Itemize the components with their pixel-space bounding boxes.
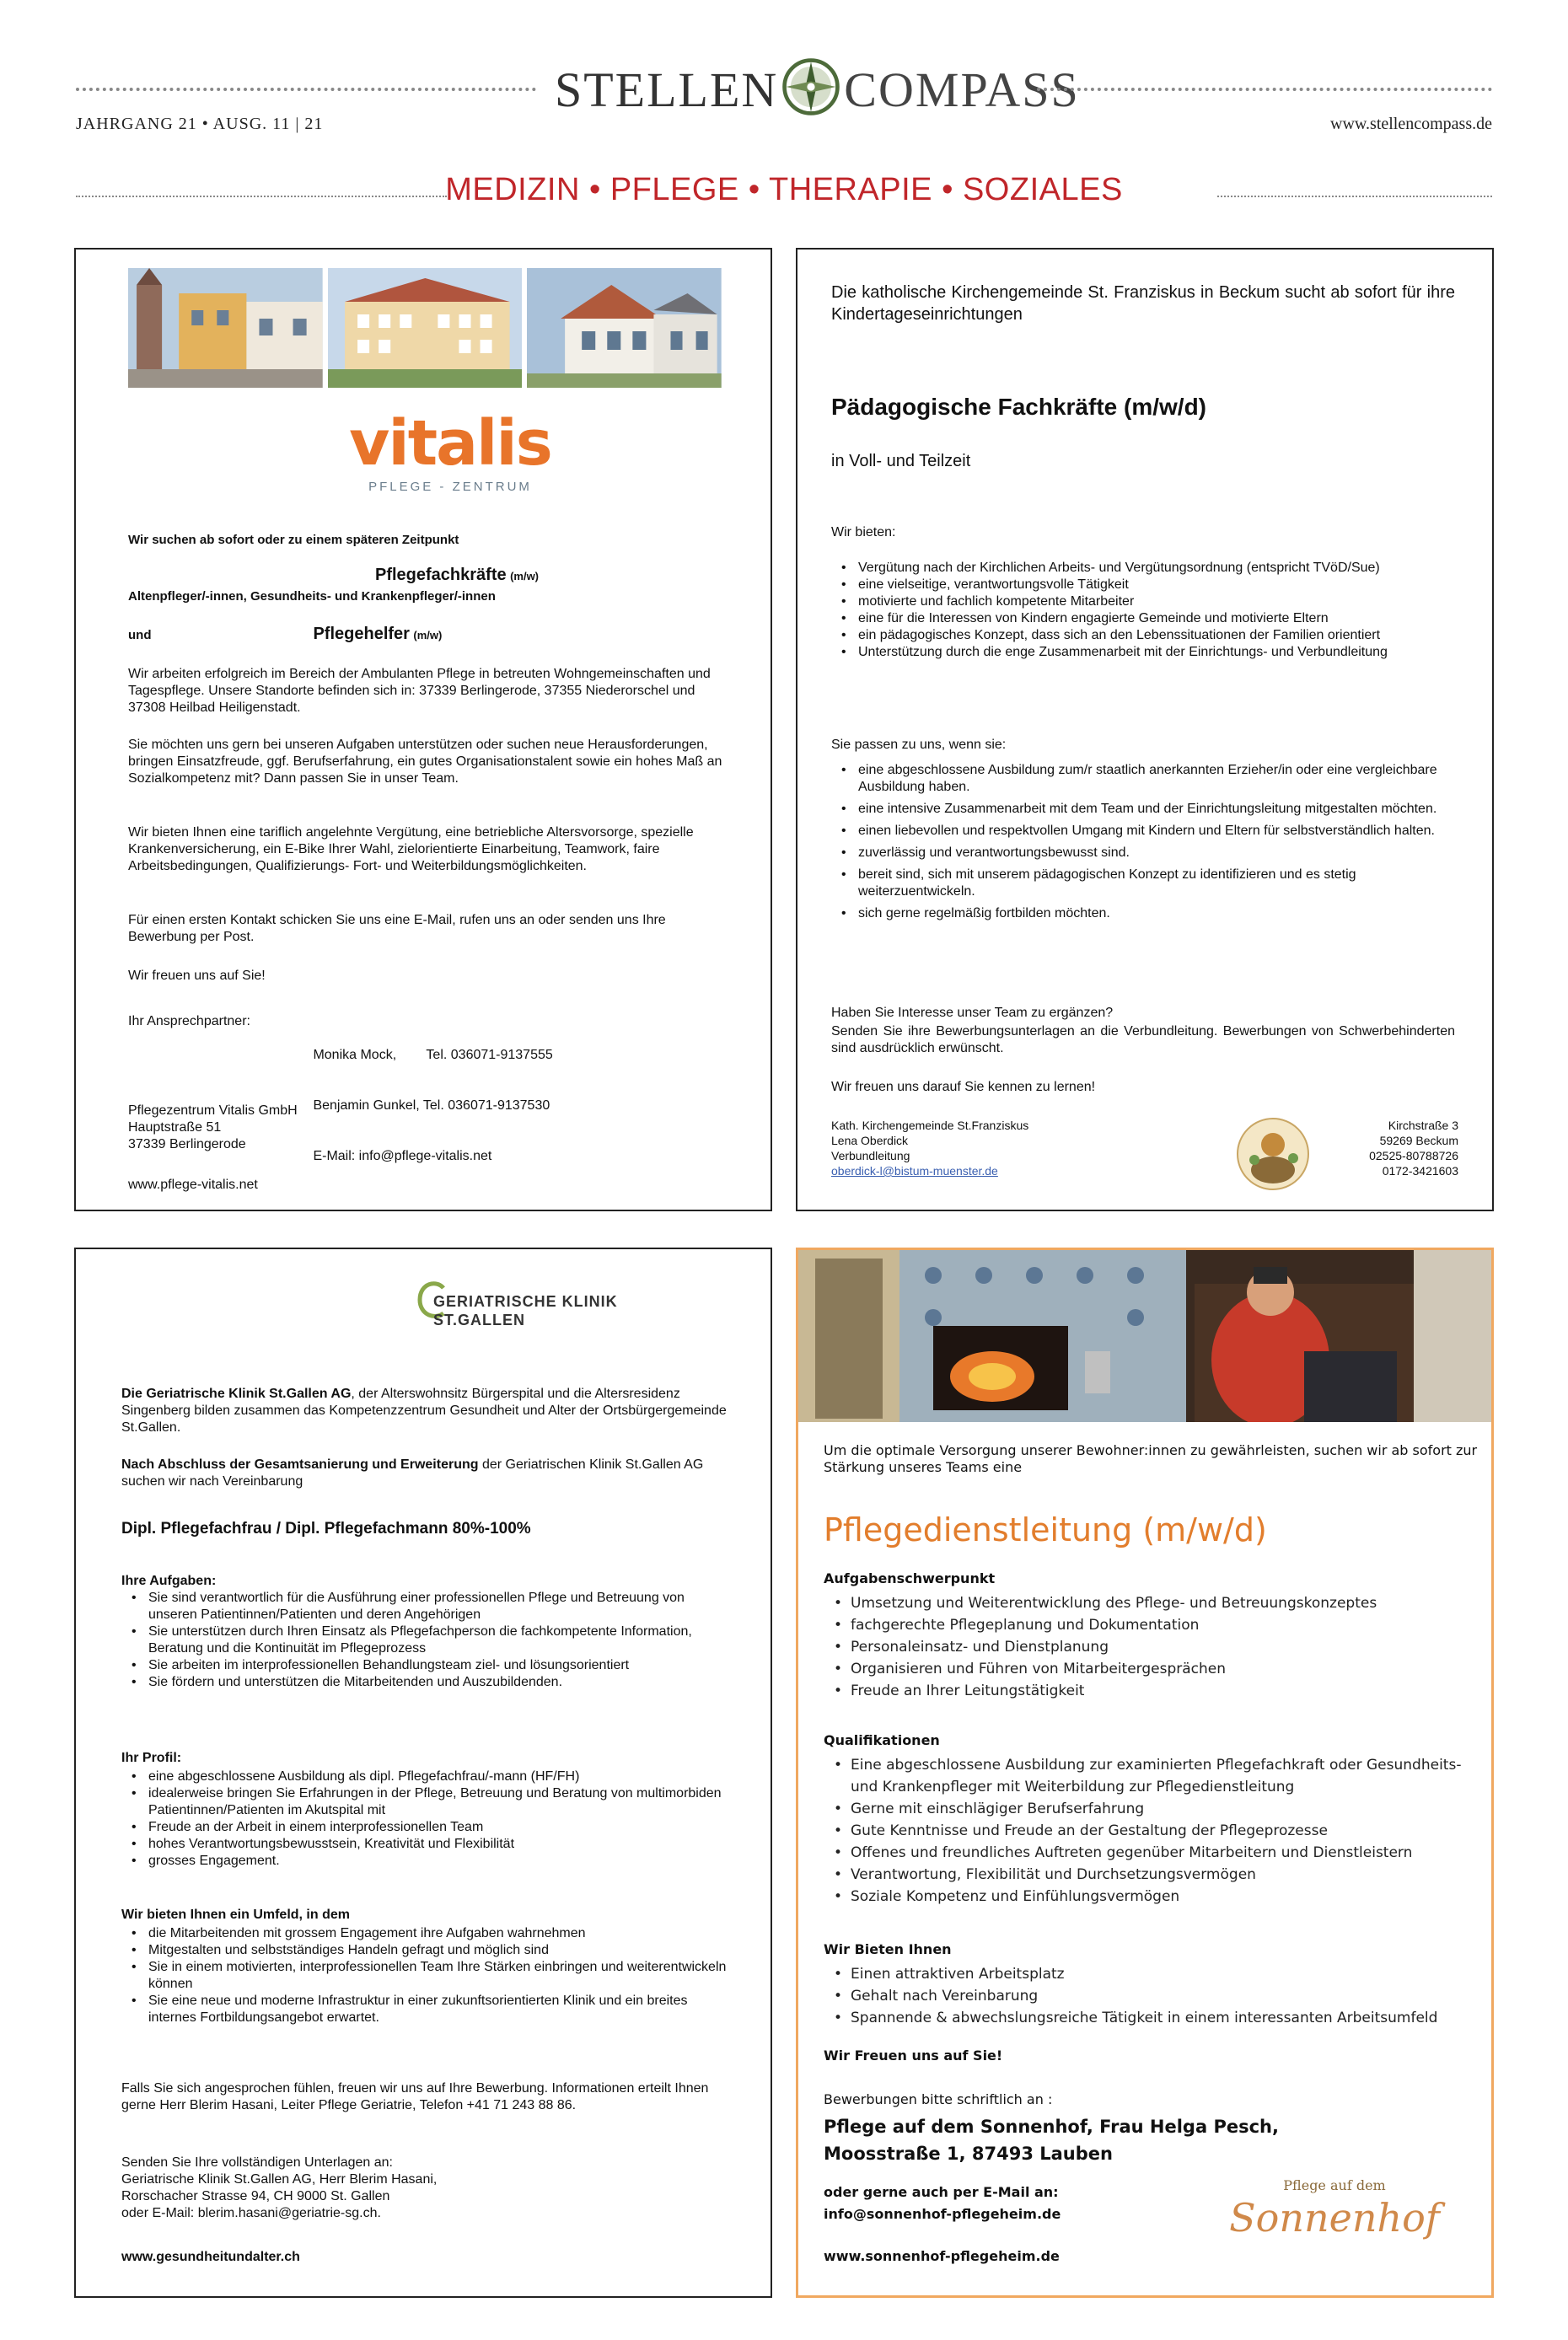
sonnenhof-intro: Um die optimale Versorgung unserer Bewohner:innen zu gewährleisten, suchen wir ab sofort zur Stärkung unseres Teams eine [824,1442,1478,1475]
list-item: • Sie fördern und unterstützen die Mitarbeitenden und Auszubildenden. [121,1674,737,1691]
kirche-offer-heading: Wir bieten: [831,525,896,539]
kirche-contact [831,1118,1084,1178]
geriatrie-send-line3: Rorschacher Strasse 94, CH 9000 St. Gallen [121,2189,390,2203]
sonnenhof-offer-list [824,1963,1481,2029]
list-item: • zuverlässig und verantwortungsbewusst sind. [831,845,1455,861]
list-item: • hohes Verantwortungsbewusstsein, Kreativität und Flexibilität [121,1836,737,1853]
building-photos [128,268,722,388]
list-item: • grosses Engagement. [121,1853,737,1870]
sonnenhof-email[interactable]: info@sonnenhof-pflegeheim.de [824,2206,1061,2222]
geriatrie-send-line2: Geriatrische Klinik St.Gallen AG, Herr Blerim Hasani, [121,2172,438,2187]
sonnenhof-website[interactable]: www.sonnenhof-pflegeheim.de [824,2248,1060,2264]
geriatrie-send-line1: Senden Sie Ihre vollständigen Unterlagen an: [121,2155,393,2170]
painting-image [798,1250,1491,1422]
list-item: • Verantwortung, Flexibilität und Durchsetzungsvermögen [824,1864,1481,1886]
section-rule-right [1217,196,1492,197]
list-item: • einen liebevollen und respektvollen Umgang mit Kindern und Eltern für selbstverständlich halten. [831,823,1455,840]
header-rule-left [76,88,536,91]
section-title: MEDIZIN • PFLEGE • THERAPIE • SOZIALES [445,172,1123,207]
ad-geriatrische-klinik [74,1248,772,2298]
vitalis-job1-suffix: (m/w) [510,570,540,582]
sonnenhof-closing: Wir Freuen uns auf Sie! [824,2048,1003,2064]
vitalis-job2-title: Pflegehelfer [313,625,410,643]
list-item: • Sie eine neue und moderne Infrastruktur in einer zukunftsorientierten Klinik und ein breites internes Fortbildungsangebot erwartet. [121,1993,737,2026]
list-item: • eine abgeschlossene Ausbildung zum/r staatlich anerkannten Erzieher/in oder eine vergleichbare Ausbildung haben. [831,762,1455,796]
geriatrie-contact: Falls Sie sich angesprochen fühlen, freuen wir uns auf Ihre Bewerbung. Informationen erteilt Ihnen gerne Herr Blerim Hasani, Leiter Pflege Geriatrie, Telefon +41 71 243 88 86. [121,2081,709,2112]
geriatrie-intro-bold: Die Geriatrische Klinik St.Gallen AG [121,1387,352,1401]
ad-sonnenhof [796,1248,1494,2298]
sonnenhof-qual-heading: Qualifikationen [824,1732,940,1748]
geriatrie-p2-rest: der Geriatrischen Klinik St.Gallen AG suchen wir nach Vereinbarung [121,1457,704,1489]
kirche-address [1290,1118,1458,1178]
vitalis-job1 [128,566,735,585]
geriatrie-tasks-list [121,1590,737,1691]
list-item: • Gerne mit einschlägiger Berufserfahrung [824,1798,1481,1820]
kirche-phone2: 0172-3421603 [1382,1164,1458,1178]
list-item: • Personaleinsatz- und Dienstplanung [824,1636,1481,1658]
sonnenhof-apply-label: Bewerbungen bitte schriftlich an : [824,2091,1053,2107]
list-item: • motivierte und fachlich kompetente Mitarbeiter [831,593,1421,610]
geriatrie-tasks-heading: Ihre Aufgaben: [121,1574,217,1588]
geriatrie-p2 [121,1457,737,1490]
issue-label: JAHRGANG 21 • AUSG. 11 | 21 [76,115,324,133]
sonnenhof-addr2: Moosstraße 1, 87493 Lauben [824,2144,1113,2164]
sonnenhof-email-label: oder gerne auch per E-Mail an: [824,2184,1059,2200]
list-item: • Sie unterstützen durch Ihren Einsatz als Pflegefachperson die fachkompetente Information, Beratung und die Kontinuität im Pflegeprozess [121,1624,737,1657]
kirche-req-heading: Sie passen zu uns, wenn sie: [831,738,1007,752]
vitalis-company: Pflegezentrum Vitalis GmbH [128,1103,298,1118]
list-item: • Freude an Ihrer Leitungstätigkeit [824,1680,1481,1702]
list-item: • Organisieren und Führen von Mitarbeitergesprächen [824,1658,1481,1680]
list-item: • Gute Kenntnisse und Freude an der Gestaltung der Pflegeprozesse [824,1820,1481,1842]
vitalis-city: 37339 Berlingerode [128,1137,246,1151]
geriatrie-logo-line2: ST.GALLEN [433,1312,526,1328]
list-item: • Soziale Kompetenz und Einfühlungsvermögen [824,1886,1481,1908]
list-item: • Gehalt nach Vereinbarung [824,1985,1481,2007]
brand-word-right: COMPASS [844,62,1080,117]
list-item: • idealerweise bringen Sie Erfahrungen in der Pflege, Betreuung und Beratung von multimorbiden Patientinnen/Patienten im Akutspital mit [121,1785,737,1819]
ad-kirchengemeinde [796,248,1494,1211]
geriatrie-position: Dipl. Pflegefachfrau / Dipl. Pflegefachmann 80%-100% [121,1520,531,1538]
geriatrie-env-heading: Wir bieten Ihnen ein Umfeld, in dem [121,1908,350,1922]
geriatrie-send [121,2155,737,2222]
kirche-role: Verbundleitung [831,1149,910,1162]
vitalis-address [128,1103,735,1153]
sonnenhof-qual-list [824,1754,1481,1908]
kirche-closing: Wir freuen uns darauf Sie kennen zu lernen! [831,1080,1096,1094]
sonnenhof-addr1: Pflege auf dem Sonnenhof, Frau Helga Pesch, [824,2117,1279,2137]
kirche-org: Kath. Kirchengemeinde St.Franziskus [831,1119,1029,1132]
kirche-intro: Die katholische Kirchengemeinde St. Franziskus in Beckum sucht ab sofort für ihre Kindertageseinrichtungen [831,283,1455,324]
kirche-phone1: 02525-80788726 [1369,1149,1458,1162]
list-item: • Vergütung nach der Kirchlichen Arbeits- und Vergütungsordnung (entspricht TVöD/Sue) [831,560,1421,577]
ad-vitalis [74,248,772,1211]
list-item: • Umsetzung und Weiterentwicklung des Pflege- und Betreuungskonzeptes [824,1592,1481,1614]
kirche-offer-list [831,560,1421,661]
vitalis-job1-detail: Altenpfleger/-innen, Gesundheits- und Krankenpfleger/-innen [128,589,496,604]
list-item: • sich gerne regelmäßig fortbilden möchten. [831,905,1455,922]
list-item: • Eine abgeschlossene Ausbildung zur examinierten Pflegefachkraft oder Gesundheits- und Krankenpfleger mit Weiterbildung zur Pflegedienstleitung [824,1754,1481,1798]
vitalis-contact-line2: Benjamin Gunkel, Tel. 036071-9137530 [313,1098,550,1113]
geriatrie-website[interactable]: www.gesundheitundalter.ch [121,2250,300,2264]
kirche-street: Kirchstraße 3 [1388,1119,1458,1132]
sonnenhof-tasks-list [824,1592,1481,1702]
list-item: • ein pädagogisches Konzept, dass sich an den Lebenssituationen der Familien orientiert [831,627,1421,644]
kirche-title: Pädagogische Fachkräfte (m/w/d) [831,394,1206,420]
vitalis-para3: Wir bieten Ihnen eine tariflich angelehnte Vergütung, eine betriebliche Altersvorsorge, spezielle Krankenversicherung, ein E-Bike Ihrer Wahl, zielorientierte Einarbeitung, Teamwork, faire Arbeitsbedingungen, Qualifizierungs- Fort- und Weiterbildungsmöglichkeiten. [128,825,694,873]
geriatrie-send-email[interactable]: oder E-Mail: blerim.hasani@geriatrie-sg.ch. [121,2206,381,2220]
vitalis-closing: Wir freuen uns auf Sie! [128,969,266,983]
brand-word-left: STELLEN [555,62,779,117]
geriatrie-logo [416,1280,686,1330]
list-item: • Sie arbeiten im interprofessionellen Behandlungsteam ziel- und lösungsorientiert [121,1657,737,1674]
geriatrie-env-list [121,1925,737,2026]
list-item: • die Mitarbeitenden mit grossem Engagement ihre Aufgaben wahrnehmen [121,1925,737,1942]
geriatrie-intro [121,1386,737,1436]
kirche-person: Lena Oberdick [831,1134,909,1147]
vitalis-job2-suffix: (m/w) [413,629,443,641]
list-item: • Freude an der Arbeit in einem interprofessionellen Team [121,1819,737,1836]
vitalis-logo [315,407,585,504]
list-item: • Sie in einem motivierten, interprofessionellen Team Ihre Stärken einbringen und weiterentwickeln können [121,1959,737,1993]
vitalis-contact-line1: Monika Mock, Tel. 036071-9137555 [313,1048,553,1062]
list-item: • Spannende & abwechslungsreiche Tätigkeit in einem interessanten Arbeitsumfeld [824,2007,1481,2029]
vitalis-job1-title: Pflegefachkräfte [374,566,507,584]
sonnenhof-logo-big: Sonnenhof [1229,2195,1440,2241]
vitalis-contact-label: Ihr Ansprechpartner: [128,1014,250,1028]
vitalis-intro: Wir suchen ab sofort oder zu einem späteren Zeitpunkt [128,533,459,547]
sonnenhof-tasks-heading: Aufgabenschwerpunkt [824,1570,996,1586]
vitalis-and: und [128,628,152,642]
list-item: • Einen attraktiven Arbeitsplatz [824,1963,1481,1985]
brand-logo [555,56,1080,126]
vitalis-job2-row [128,625,735,644]
kirche-email-link[interactable]: oberdick-l@bistum-muenster.de [831,1164,998,1178]
kirche-req-list [831,762,1455,927]
sonnenhof-logo-small: Pflege auf dem [1283,2177,1386,2193]
photo-house [527,268,722,388]
vitalis-para2: Sie möchten uns gern bei unseren Aufgaben unterstützen oder suchen neue Herausforderungen, bringen Einsatzfreude, ggf. Berufserfahrung, ein gutes Organisationstalent sowie ein hohes Maß an Sozialkompetenz mit? Dann passen Sie in unser Team. [128,738,722,786]
list-item: • bereit sind, sich mit unserem pädagogischen Konzept zu identifizieren und es stetig weiterzuentwickeln. [831,867,1455,900]
sonnenhof-title: Pflegedienstleitung (m/w/d) [824,1511,1267,1548]
compass-icon [780,56,842,118]
photo-street [128,268,323,388]
kirche-subtitle: in Voll- und Teilzeit [831,452,971,470]
kirche-question: Haben Sie Interesse unser Team zu ergänzen? [831,1006,1114,1020]
geriatrie-profile-heading: Ihr Profil: [121,1751,182,1765]
vitalis-logo-sub: PFLEGE - ZENTRUM [368,480,532,494]
list-item: • fachgerechte Pflegeplanung und Dokumentation [824,1614,1481,1636]
kirche-city: 59269 Beckum [1379,1134,1458,1147]
kirche-apply: Senden Sie ihre Bewerbungsunterlagen an die Verbundleitung. Bewerbungen von Schwerbehinderten sind ausdrücklich erwünscht. [831,1024,1455,1055]
sonnenhof-offer-heading: Wir Bieten Ihnen [824,1941,952,1957]
geriatrie-p2-bold: Nach Abschluss der Gesamtsanierung und Erweiterung [121,1457,479,1472]
list-item: • Sie sind verantwortlich für die Ausführung einer professionellen Pflege und Betreuung von unseren Patientinnen/Patienten und deren Angehörigen [121,1590,737,1624]
geriatrie-logo-line1: GERIATRISCHE KLINIK [433,1293,618,1310]
list-item: • eine abgeschlossene Ausbildung als dipl. Pflegefachfrau/-mann (HF/FH) [121,1768,737,1785]
vitalis-para4: Für einen ersten Kontakt schicken Sie uns eine E-Mail, rufen uns an oder senden uns Ihre Bewerbung per Post. [128,913,666,944]
vitalis-contact-email[interactable]: E-Mail: info@pflege-vitalis.net [313,1149,492,1163]
list-item: • Offenes und freundliches Auftreten gegenüber Mitarbeitern und Dienstleistern [824,1842,1481,1864]
sonnenhof-logo [1208,2177,1461,2270]
list-item: • eine für die Interessen von Kindern engagierte Gemeinde und motivierte Eltern [831,610,1421,627]
list-item: • eine intensive Zusammenarbeit mit dem Team und der Einrichtungsleitung mitgestalten möchten. [831,801,1455,818]
list-item: • Mitgestalten und selbstständiges Handeln gefragt und möglich sind [121,1942,737,1959]
vitalis-para1: Wir arbeiten erfolgreich im Bereich der Ambulanten Pflege in betreuten Wohngemeinschaften und Tagespflege. Unsere Standorte befinden sich in: 37339 Berlingerode, 37355 Niederorschel und 37308 Heilbad Heiligenstadt. [128,667,711,715]
geriatrie-intro-rest: , der Alterswohnsitz Bürgerspital und die Altersresidenz Singenberg bilden zusammen das Kompetenzzentrum Gesundheit und Alter der Ortsbürgergemeinde St.Gallen. [121,1387,727,1435]
website-link[interactable]: www.stellencompass.de [1330,115,1492,133]
photo-facility [328,268,523,388]
vitalis-street: Hauptstraße 51 [128,1120,222,1135]
list-item: • eine vielseitige, verantwortungsvolle Tätigkeit [831,577,1421,593]
vitalis-logo-name: vitalis [349,407,551,480]
header-rule-right [1037,88,1492,91]
geriatrie-profile-list [121,1768,737,1870]
vitalis-website[interactable]: www.pflege-vitalis.net [128,1178,258,1192]
list-item: • Unterstützung durch die enge Zusammenarbeit mit der Einrichtungs- und Verbundleitung [831,644,1421,661]
